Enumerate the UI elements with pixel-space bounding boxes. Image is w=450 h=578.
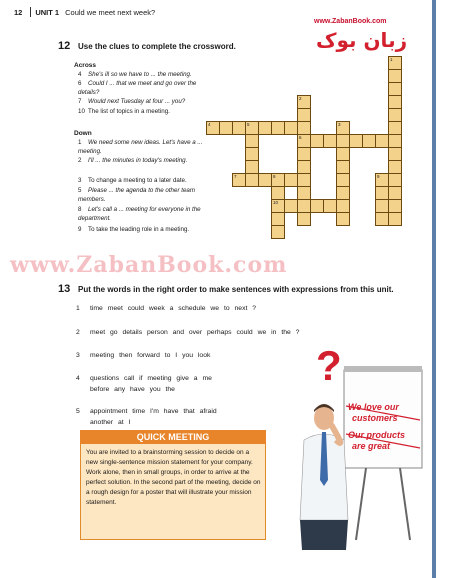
exercise-13-number: 13	[58, 283, 71, 295]
sentence-item-5-cont: another at I	[90, 419, 131, 426]
clue-down-1: 1 We need some new ideas. Let's have a ... meeting.	[78, 139, 203, 155]
clue-down-9: 9 To take the leading role in a meeting.	[78, 226, 190, 233]
sentence-item-1: 1 time meet could week a schedule we to next ?	[76, 305, 257, 312]
crossword-cell[interactable]	[388, 108, 402, 122]
sentence-item-5: 5 appointment time I'm have that afraid	[76, 408, 217, 415]
exercise-12-number: 12	[58, 40, 71, 52]
crossword-cell[interactable]	[375, 134, 389, 148]
crossword-cell[interactable]	[297, 199, 311, 213]
crossword-cell-number: 6	[299, 135, 302, 140]
crossword-cell[interactable]	[388, 95, 402, 109]
across-heading: Across	[74, 62, 97, 69]
crossword-cell[interactable]	[297, 134, 311, 148]
crossword-cell[interactable]	[323, 134, 337, 148]
crossword-cell[interactable]	[245, 121, 259, 135]
crossword-cell-number: 4	[208, 122, 211, 127]
crossword-cell[interactable]	[297, 173, 311, 187]
exercise-12-title: Use the clues to complete the crossword.	[78, 42, 236, 51]
logo-name: زبان بوک	[316, 28, 408, 52]
flipchart-line-2: customers	[352, 413, 398, 423]
watermark-text: www.ZabanBook.com	[10, 252, 288, 278]
crossword-cell-number: 7	[234, 174, 237, 179]
unit-label: UNIT 1	[35, 7, 60, 17]
crossword-cell[interactable]	[297, 147, 311, 161]
crossword-cell[interactable]	[375, 173, 389, 187]
sentence-item-2: 2 meet go details person and over perhaps could we in the ?	[76, 329, 300, 336]
sentence-item-3: 3 meeting then forward to I you look	[76, 352, 211, 359]
crossword-cell[interactable]	[336, 121, 350, 135]
crossword-cell[interactable]	[388, 212, 402, 226]
crossword-cell[interactable]	[388, 56, 402, 70]
crossword-cell[interactable]	[336, 147, 350, 161]
crossword-cell[interactable]	[258, 173, 272, 187]
exercise-13-title: Put the words in the right order to make sentences with expressions from this unit.	[78, 285, 394, 294]
crossword-cell[interactable]	[258, 121, 272, 135]
page-number: 12	[14, 7, 23, 17]
clue-down-2: 2 I'll ... the minutes in today's meeting.	[78, 157, 188, 164]
question-mark-icon: ?	[316, 342, 342, 389]
clue-across-6: 6 Could I ... that we meet and go over the details?	[78, 80, 197, 96]
crossword-cell[interactable]	[271, 225, 285, 239]
quick-meeting-title: QUICK MEETING	[80, 430, 266, 444]
crossword-cell[interactable]	[284, 199, 298, 213]
sentence-item-4: 4 questions call if meeting give a me	[76, 375, 212, 382]
crossword-cell[interactable]	[245, 134, 259, 148]
clue-across-7: 7 Would next Tuesday at four ... you?	[78, 98, 186, 105]
crossword-cell[interactable]	[388, 199, 402, 213]
down-heading: Down	[74, 130, 92, 137]
crossword-cell[interactable]	[232, 173, 246, 187]
crossword-cell[interactable]	[375, 199, 389, 213]
crossword-cell[interactable]	[310, 134, 324, 148]
crossword-cell[interactable]	[310, 199, 324, 213]
logo-url: www.ZabanBook.com	[314, 18, 387, 25]
flipchart-line-4: are great	[352, 441, 391, 451]
crossword-cell-number: 8	[273, 174, 276, 179]
crossword-cell[interactable]	[297, 186, 311, 200]
crossword-cell[interactable]	[323, 199, 337, 213]
crossword-cell-number: 10	[273, 200, 279, 205]
crossword-cell[interactable]	[336, 134, 350, 148]
clue-across-4: 4 She's ill so we have to ... the meeting.	[78, 71, 192, 78]
crossword-cell-number: 1	[390, 57, 393, 62]
crossword-cell[interactable]	[336, 186, 350, 200]
sentence-item-4-cont: before any have you the	[90, 386, 175, 393]
crossword-cell[interactable]	[271, 173, 285, 187]
crossword-cell-number: 9	[377, 174, 380, 179]
crossword-cell-number: 2	[299, 96, 302, 101]
crossword-cell-number: 5	[247, 122, 250, 127]
flipchart-line-3: Our products	[348, 430, 406, 440]
flipchart-top	[344, 366, 422, 372]
crossword-cell[interactable]	[336, 173, 350, 187]
clue-down-5: 5 Please ... the agenda to the other team members.	[78, 187, 195, 203]
crossword-cell[interactable]	[336, 212, 350, 226]
crossword-cell[interactable]	[388, 82, 402, 96]
crossword-cell[interactable]	[284, 173, 298, 187]
clue-across-10: 10 The list of topics in a meeting.	[78, 108, 170, 115]
crossword-cell[interactable]	[336, 199, 350, 213]
clue-down-3: 3 To change a meeting to a later date.	[78, 177, 187, 184]
quick-meeting-text: You are invited to a brainstorming session to decide on a new single-sentence mission statement for your company. Work alone, then in small groups, in order to arrive at the perfect solution. In the second part of the meeting, decide on a rough design for a poster that will illustrate your mission statement.	[86, 449, 261, 506]
crossword-cell[interactable]	[284, 121, 298, 135]
crossword-cell[interactable]	[206, 121, 220, 135]
crossword-cell[interactable]	[375, 212, 389, 226]
crossword-cell[interactable]	[245, 173, 259, 187]
crossword-cell[interactable]	[219, 121, 233, 135]
crossword-cell[interactable]	[297, 95, 311, 109]
crossword-cell[interactable]	[271, 186, 285, 200]
flipchart-line-1: We love our	[348, 402, 399, 412]
crossword-cell[interactable]	[362, 134, 376, 148]
businessman-illustration	[286, 340, 436, 550]
crossword-cell[interactable]	[271, 121, 285, 135]
crossword-cell[interactable]	[388, 147, 402, 161]
crossword-cell[interactable]	[245, 147, 259, 161]
crossword-cell[interactable]	[336, 160, 350, 174]
clue-down-8: 8 Let's call a ... meeting for everyone in the department.	[78, 206, 201, 222]
crossword-cell[interactable]	[297, 121, 311, 135]
crossword-cell[interactable]	[297, 108, 311, 122]
crossword-cell[interactable]	[388, 69, 402, 83]
crossword-cell[interactable]	[388, 160, 402, 174]
header-divider	[30, 7, 31, 17]
crossword-cell[interactable]	[388, 134, 402, 148]
crossword-cell-number: 3	[338, 122, 341, 127]
crossword-cell[interactable]	[297, 212, 311, 226]
crossword-cell[interactable]	[388, 121, 402, 135]
crossword-cell[interactable]	[232, 121, 246, 135]
unit-title: Could we meet next week?	[65, 7, 156, 17]
crossword-cell[interactable]	[245, 160, 259, 174]
crossword-cell[interactable]	[388, 186, 402, 200]
crossword-cell[interactable]	[375, 186, 389, 200]
crossword-cell[interactable]	[388, 173, 402, 187]
crossword-cell[interactable]	[271, 199, 285, 213]
crossword-cell[interactable]	[349, 134, 363, 148]
crossword-cell[interactable]	[271, 212, 285, 226]
crossword-cell[interactable]	[297, 160, 311, 174]
